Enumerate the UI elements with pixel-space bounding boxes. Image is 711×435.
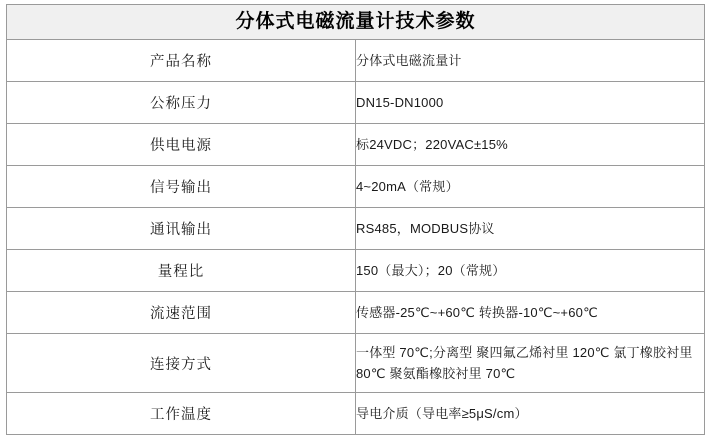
row-value: 导电介质（导电率≥5μS/cm）	[356, 393, 705, 435]
table-title-row	[7, 5, 705, 40]
row-label: 流速范围	[7, 292, 356, 334]
row-label: 产品名称	[7, 40, 356, 82]
page-title: 分体式电磁流量计技术参数	[7, 5, 705, 40]
row-label: 通讯输出	[7, 208, 356, 250]
row-value: 传感器-25℃~+60℃ 转换器-10℃~+60℃	[356, 292, 705, 334]
row-label: 供电电源	[7, 124, 356, 166]
table-row	[7, 292, 705, 334]
row-label: 公称压力	[7, 82, 356, 124]
table-row	[7, 208, 705, 250]
table-row	[7, 393, 705, 435]
table-body	[7, 5, 705, 435]
table-row	[7, 40, 705, 82]
row-value: RS485，MODBUS协议	[356, 208, 705, 250]
specifications-table	[6, 4, 705, 435]
row-value: 4~20mA（常规）	[356, 166, 705, 208]
row-value: 150（最大）；20（常规）	[356, 250, 705, 292]
table-row	[7, 166, 705, 208]
row-value: 一体型 70℃;分离型 聚四氟乙烯衬里 120℃ 氯丁橡胶衬里 80℃ 聚氨酯橡胶衬里 70℃	[356, 334, 705, 393]
table-row	[7, 334, 705, 393]
table-row	[7, 124, 705, 166]
row-value: DN15-DN1000	[356, 82, 705, 124]
row-label: 连接方式	[7, 334, 356, 393]
table-row	[7, 250, 705, 292]
row-label: 信号输出	[7, 166, 356, 208]
row-value: 分体式电磁流量计	[356, 40, 705, 82]
table-row	[7, 82, 705, 124]
row-label: 量程比	[7, 250, 356, 292]
row-label: 工作温度	[7, 393, 356, 435]
row-value: 标24VDC；220VAC±15%	[356, 124, 705, 166]
